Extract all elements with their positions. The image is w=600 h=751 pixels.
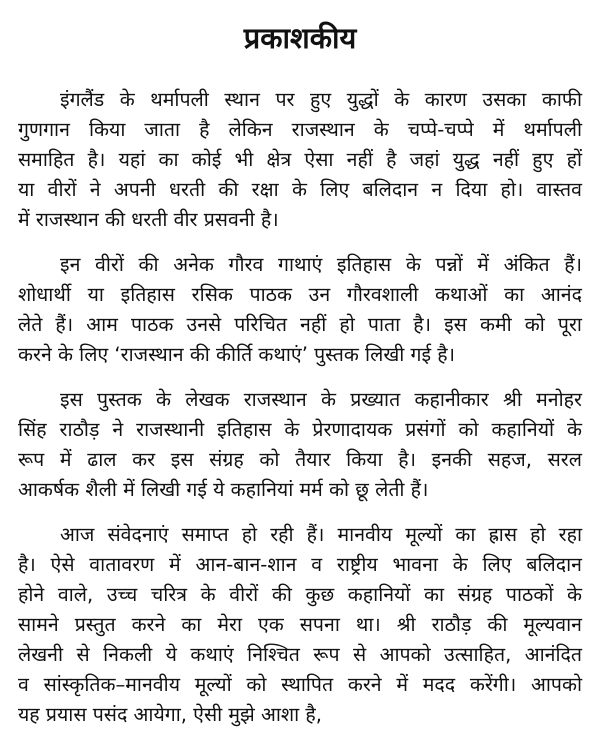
- text-line: गुणगान किया जाता है लेकिन राजस्थान के चप्पे-चप्पे में थर्मापली: [18, 118, 582, 141]
- paragraph: [18, 385, 582, 505]
- text-line: शोधार्थी या इतिहास रसिक पाठक उन गौरवशाली कथाओं का आनंद: [18, 283, 582, 306]
- text-line: होने वाले, उच्च चरित्र के वीरों की कुछ कहानियों का संग्रह पाठकों के: [18, 583, 582, 606]
- text-line: करने के लिए ‘राजस्थान की कीर्ति कथाएं’ पुस्तक लिखी गई है।: [18, 343, 456, 366]
- text-line: लेते हैं। आम पाठक उनसे परिचित नहीं हो पाता है। इस कमी को पूरा: [18, 313, 582, 336]
- text-line: सामने प्रस्तुत करने का मेरा एक सपना था। श्री राठौड़ की मूल्यवान: [18, 613, 582, 636]
- text-line: रूप में ढाल कर इस संग्रह को तैयार किया है। इनकी सहज, सरल: [18, 448, 582, 471]
- text-line: इंगलैंड के थर्मापली स्थान पर हुए युद्धों के कारण उसका काफी: [60, 88, 582, 111]
- text-line: इस पुस्तक के लेखक राजस्थान के प्रख्यात कहानीकार श्री मनोहर: [60, 388, 582, 411]
- text-line: यह प्रयास पसंद आयेगा, ऐसी मुझे आशा है,: [18, 703, 322, 726]
- text-line: व सांस्कृतिक–मानवीय मूल्यों को स्थापित करने में मदद करेंगी। आपको: [18, 673, 582, 696]
- paragraph: [18, 520, 582, 730]
- page-title: प्रकाशकीय: [243, 21, 357, 55]
- text-line: है। ऐसे वातावरण में आन-बान-शान व राष्ट्रीय भावना के लिए बलिदान: [18, 553, 582, 576]
- text-line: लेखनी से निकली ये कथाएं निश्चित रूप से आपको उत्साहित, आनंदित: [18, 643, 582, 666]
- text-line: या वीरों ने अपनी धरती की रक्षा के लिए बलिदान न दिया हो। वास्तव: [18, 178, 582, 201]
- text-line: इन वीरों की अनेक गौरव गाथाएं इतिहास के पन्नों में अंकित हैं।: [60, 253, 582, 276]
- paragraph: [18, 250, 582, 370]
- paragraph: [18, 85, 582, 235]
- text-line: आकर्षक शैली में लिखी गई ये कहानियां मर्म को छू लेती हैं।: [18, 478, 429, 501]
- text-line: सिंह राठौड़ ने राजस्थानी इतिहास के प्रेरणादायक प्रसंगों को कहानियों के: [18, 418, 582, 441]
- text-line: समाहित है। यहां का कोई भी क्षेत्र ऐसा नहीं है जहां युद्ध नहीं हुए हों: [18, 148, 582, 171]
- text-line: में राजस्थान की धरती वीर प्रसवनी है।: [18, 208, 279, 231]
- text-line: आज संवेदनाएं समाप्त हो रही हैं। मानवीय मूल्यों का ह्रास हो रहा: [60, 523, 582, 546]
